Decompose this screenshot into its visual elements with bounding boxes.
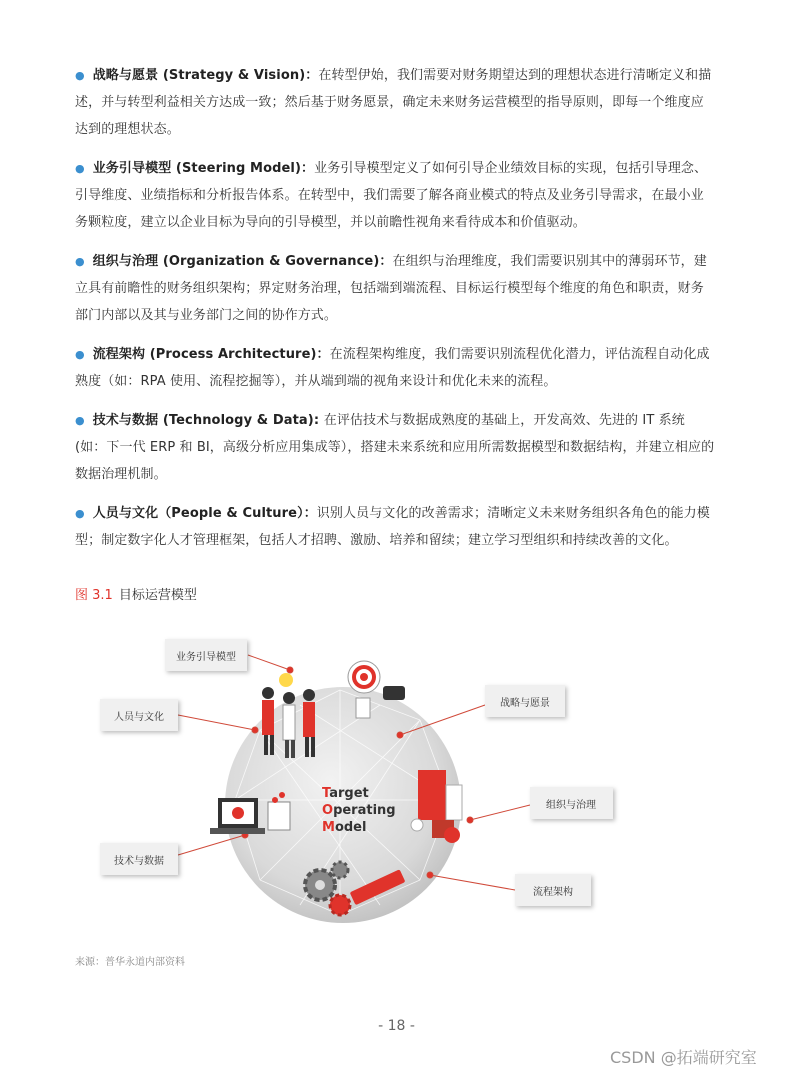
- paragraph-title: 战略与愿景 (Strategy & Vision)：: [92, 68, 319, 83]
- paragraph-title: 流程架构 (Process Architecture)：: [92, 347, 330, 362]
- svg-text:人员与文化: 人员与文化: [114, 712, 164, 723]
- paragraph-body: 在流程架构维度，我们需要识别流程优化潜力，评估流程自动化成熟度（如：RPA 使用、流程挖掘等），并从端到端的视角来设计和优化未来的流程。: [75, 347, 710, 389]
- paragraph-body: 在评估技术与数据成熟度的基础上，开发高效、先进的 IT 系统 (如：下一代 ERP 和 BI，高级分析应用集成等），搭建未来系统和应用所需数据模型和数据结构，并建立相应的数据治理机制。: [75, 413, 715, 482]
- svg-text:技术与数据: 技术与数据: [114, 856, 164, 867]
- svg-text:流程架构: 流程架构: [533, 887, 573, 898]
- figure-title: 目标运营模型: [118, 588, 197, 603]
- bullet-icon: ●: [75, 255, 85, 268]
- bullet-icon: ●: [75, 162, 85, 175]
- paragraph-body: 业务引导模型定义了如何引导企业绩效目标的实现，包括引导理念、引导维度、业绩指标和分析报告体系。在转型中，我们需要了解各商业模式的特点及业务引导需求，在最小业务颗粒度，建立以企业目标为导向的引导模型，并以前瞻性视角来看待成本和价值驱动。: [75, 161, 708, 230]
- center-letter-m: M: [322, 820, 335, 835]
- figure-number: 图 3.1: [75, 588, 113, 603]
- label-strategy: [485, 685, 565, 717]
- figure-caption: [75, 584, 197, 603]
- label-process: [515, 874, 591, 906]
- svg-text:Operating: Operating: [322, 803, 396, 818]
- paragraph-strategy: [75, 62, 715, 143]
- paragraph-body: 识别人员与文化的改善需求；清晰定义未来财务组织各角色的能力模型；制定数字化人才管理框架，包括人才招聘、激励、培养和留续；建立学习型组织和持续改善的文化。: [75, 506, 710, 548]
- bullet-icon: ●: [75, 414, 85, 427]
- bullet-icon: ●: [75, 507, 85, 520]
- label-organization: [530, 787, 613, 819]
- source-note: 来源：普华永道内部资料: [75, 957, 185, 968]
- svg-text:Model: Model: [322, 820, 367, 835]
- label-people: [100, 699, 178, 731]
- svg-text:业务引导模型: 业务引导模型: [176, 652, 236, 663]
- center-letter-t: T: [322, 786, 330, 801]
- paragraph-title: 组织与治理 (Organization & Governance)：: [92, 254, 393, 269]
- svg-text:组织与治理: 组织与治理: [546, 800, 596, 811]
- paragraph-people: [75, 500, 715, 554]
- paragraph-steering: [75, 155, 715, 236]
- paragraph-title: 业务引导模型 (Steering Model)：: [92, 161, 315, 176]
- center-letter-o: O: [322, 803, 334, 818]
- paragraph-body: 在转型伊始，我们需要对财务期望达到的理想状态进行清晰定义和描述，并与转型利益相关方达成一致；然后基于财务愿景，确定未来财务运营模型的指导原则，即每一个维度应达到的理想状态。: [75, 68, 712, 137]
- paragraph-organization: [75, 248, 715, 329]
- paragraph-process: [75, 341, 715, 395]
- bullet-icon: ●: [75, 69, 85, 82]
- paragraph-technology: [75, 407, 715, 488]
- watermark: CSDN @拓端研究室: [610, 1048, 757, 1067]
- svg-text:战略与愿景: 战略与愿景: [500, 698, 550, 709]
- paragraph-title: 技术与数据 (Technology & Data):: [92, 413, 324, 428]
- paragraph-title: 人员与文化（People & Culture）：: [92, 506, 317, 521]
- label-steering: [165, 639, 247, 671]
- page-number: - 18 -: [378, 1018, 415, 1034]
- target-operating-model-diagram: [0, 610, 793, 950]
- body-text: [75, 62, 715, 566]
- paragraph-body: 在组织与治理维度，我们需要识别其中的薄弱环节，建立具有前瞻性的财务组织架构；界定财务治理，包括端到端流程、目标运行模型每个维度的角色和职责，财务部门内部以及其与业务部门之间的协作方式。: [75, 254, 707, 323]
- bullet-icon: ●: [75, 348, 85, 361]
- label-technology: [100, 843, 178, 875]
- svg-text:Target: Target: [322, 786, 369, 801]
